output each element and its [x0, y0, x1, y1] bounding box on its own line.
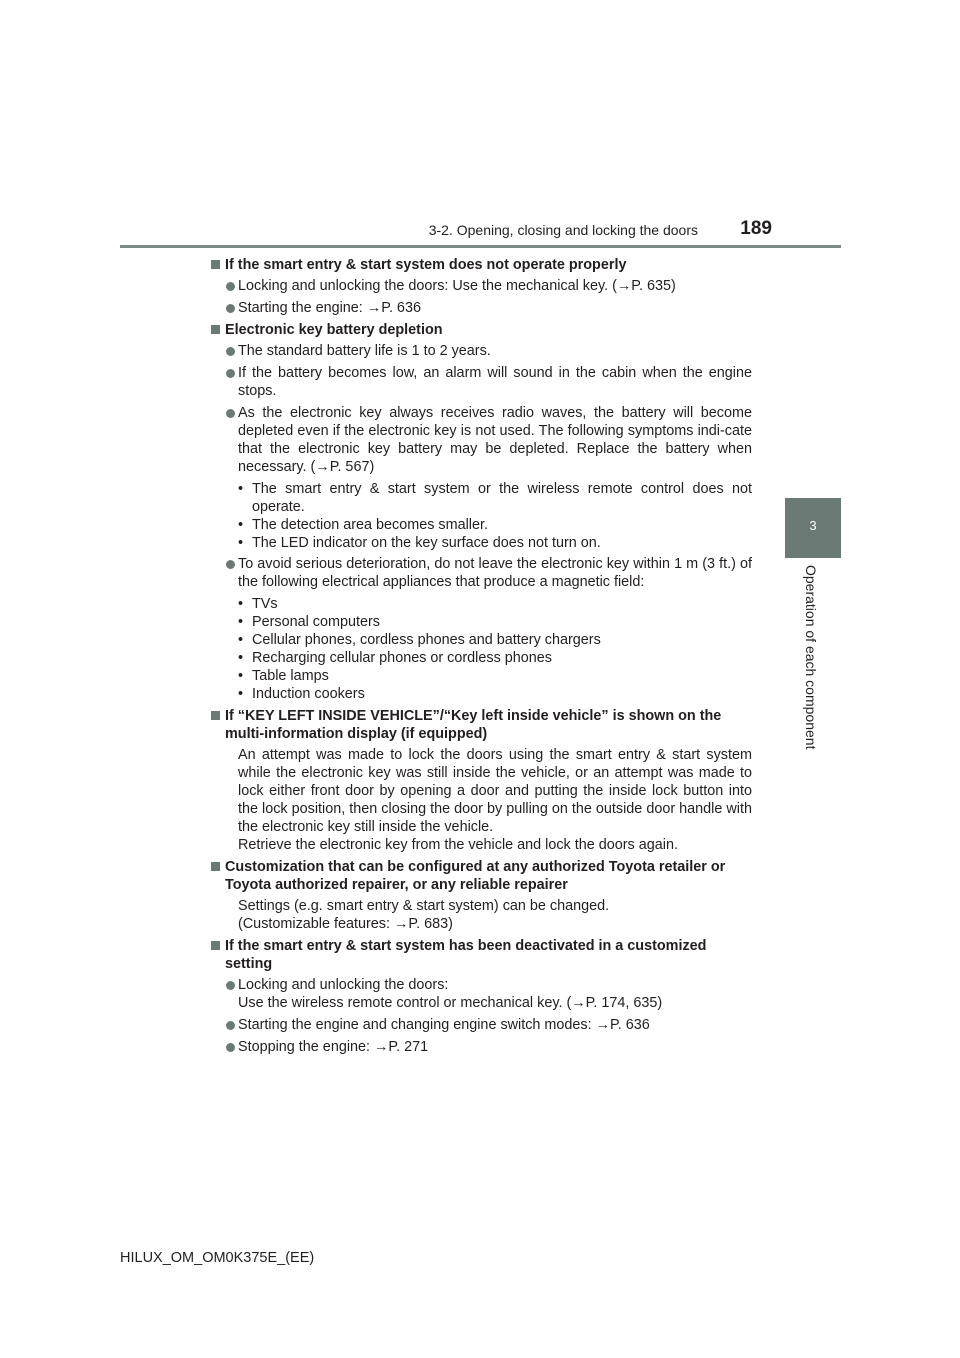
list-item: If the battery becomes low, an alarm will sound in the cabin when the engine stops.: [212, 364, 752, 400]
section-heading: Electronic key battery depletion: [211, 321, 752, 339]
paragraph: Settings (e.g. smart entry & start system) can be changed. (Customizable features: →P. 683): [238, 898, 610, 932]
circle-bullet-icon: [226, 1043, 235, 1052]
sub-list-item: • The LED indicator on the key surface does not turn on.: [238, 535, 601, 551]
square-bullet-icon: [211, 260, 220, 269]
paragraph: An attempt was made to lock the doors using the smart entry & start system while the electronic key was still inside the vehicle, or an attempt was made to lock either front door by opening a door and putting the inside lock button into the lock position, then closing the door by pulling on the outside door handle with the electronic key still inside the vehicle. Retrieve the electronic key from the vehicle and lock the doors again.: [238, 747, 752, 853]
section-heading: If the smart entry & start system has been deactivated in a customized setting: [211, 937, 752, 973]
list-item: Locking and unlocking the doors: Use the mechanical key. (→P. 635): [212, 277, 752, 295]
circle-bullet-icon: [226, 560, 235, 569]
list-item: Starting the engine: →P. 636: [212, 299, 752, 317]
list-item: Locking and unlocking the doors: Use the wireless remote control or mechanical key. (→P. 174, 635): [212, 976, 752, 1012]
section-heading: Customization that can be configured at any authorized Toyota retailer or Toyota authorized repairer, or any reliable repairer: [211, 858, 752, 894]
page-content: [212, 252, 752, 1060]
section-heading: If “KEY LEFT INSIDE VEHICLE”/“Key left inside vehicle” is shown on the multi-information display (if equipped): [211, 707, 752, 743]
list-item: As the electronic key always receives radio waves, the battery will become depleted even if the electronic key is not used. The following symptoms indi-cate that the electronic key battery may be depleted. Replace the battery when necessary. (→P. 567): [212, 404, 752, 476]
chapter-number: 3: [809, 518, 817, 533]
sub-list-item: • Cellular phones, cordless phones and battery chargers: [238, 632, 601, 648]
sub-list-item: • Induction cookers: [238, 686, 365, 702]
circle-bullet-icon: [226, 369, 235, 378]
square-bullet-icon: [211, 325, 220, 334]
list-item: The standard battery life is 1 to 2 years.: [212, 342, 752, 360]
sub-list-item: • The smart entry & start system or the wireless remote control does not operate.: [238, 481, 752, 515]
appliance-list: [212, 595, 752, 703]
sub-list-item: • The detection area becomes smaller.: [238, 517, 488, 533]
chapter-label: Operation of each component: [803, 565, 819, 750]
circle-bullet-icon: [226, 347, 235, 356]
page-number: 189: [740, 218, 772, 239]
sub-list-item: • Table lamps: [238, 668, 329, 684]
header-rule: [120, 245, 841, 248]
sub-list-item: • TVs: [238, 596, 278, 612]
list-item: Starting the engine and changing engine switch modes: →P. 636: [212, 1016, 752, 1034]
square-bullet-icon: [211, 862, 220, 871]
sub-list-item: • Recharging cellular phones or cordless phones: [238, 650, 552, 666]
chapter-tab: [785, 498, 841, 558]
list-item: Stopping the engine: →P. 271: [212, 1038, 752, 1056]
section-heading: If the smart entry & start system does not operate properly: [211, 256, 752, 274]
document-id: HILUX_OM_OM0K375E_(EE): [120, 1250, 315, 1266]
circle-bullet-icon: [226, 1021, 235, 1030]
square-bullet-icon: [211, 711, 220, 720]
circle-bullet-icon: [226, 981, 235, 990]
circle-bullet-icon: [226, 409, 235, 418]
section-title: 3-2. Opening, closing and locking the doors: [428, 222, 698, 238]
square-bullet-icon: [211, 941, 220, 950]
page-header: [120, 218, 840, 242]
sub-list-item: • Personal computers: [238, 614, 380, 630]
circle-bullet-icon: [226, 282, 235, 291]
symptom-list: [212, 480, 752, 552]
circle-bullet-icon: [226, 304, 235, 313]
list-item: To avoid serious deterioration, do not leave the electronic key within 1 m (3 ft.) of the following electrical appliances that produce a magnetic field:: [212, 555, 752, 591]
